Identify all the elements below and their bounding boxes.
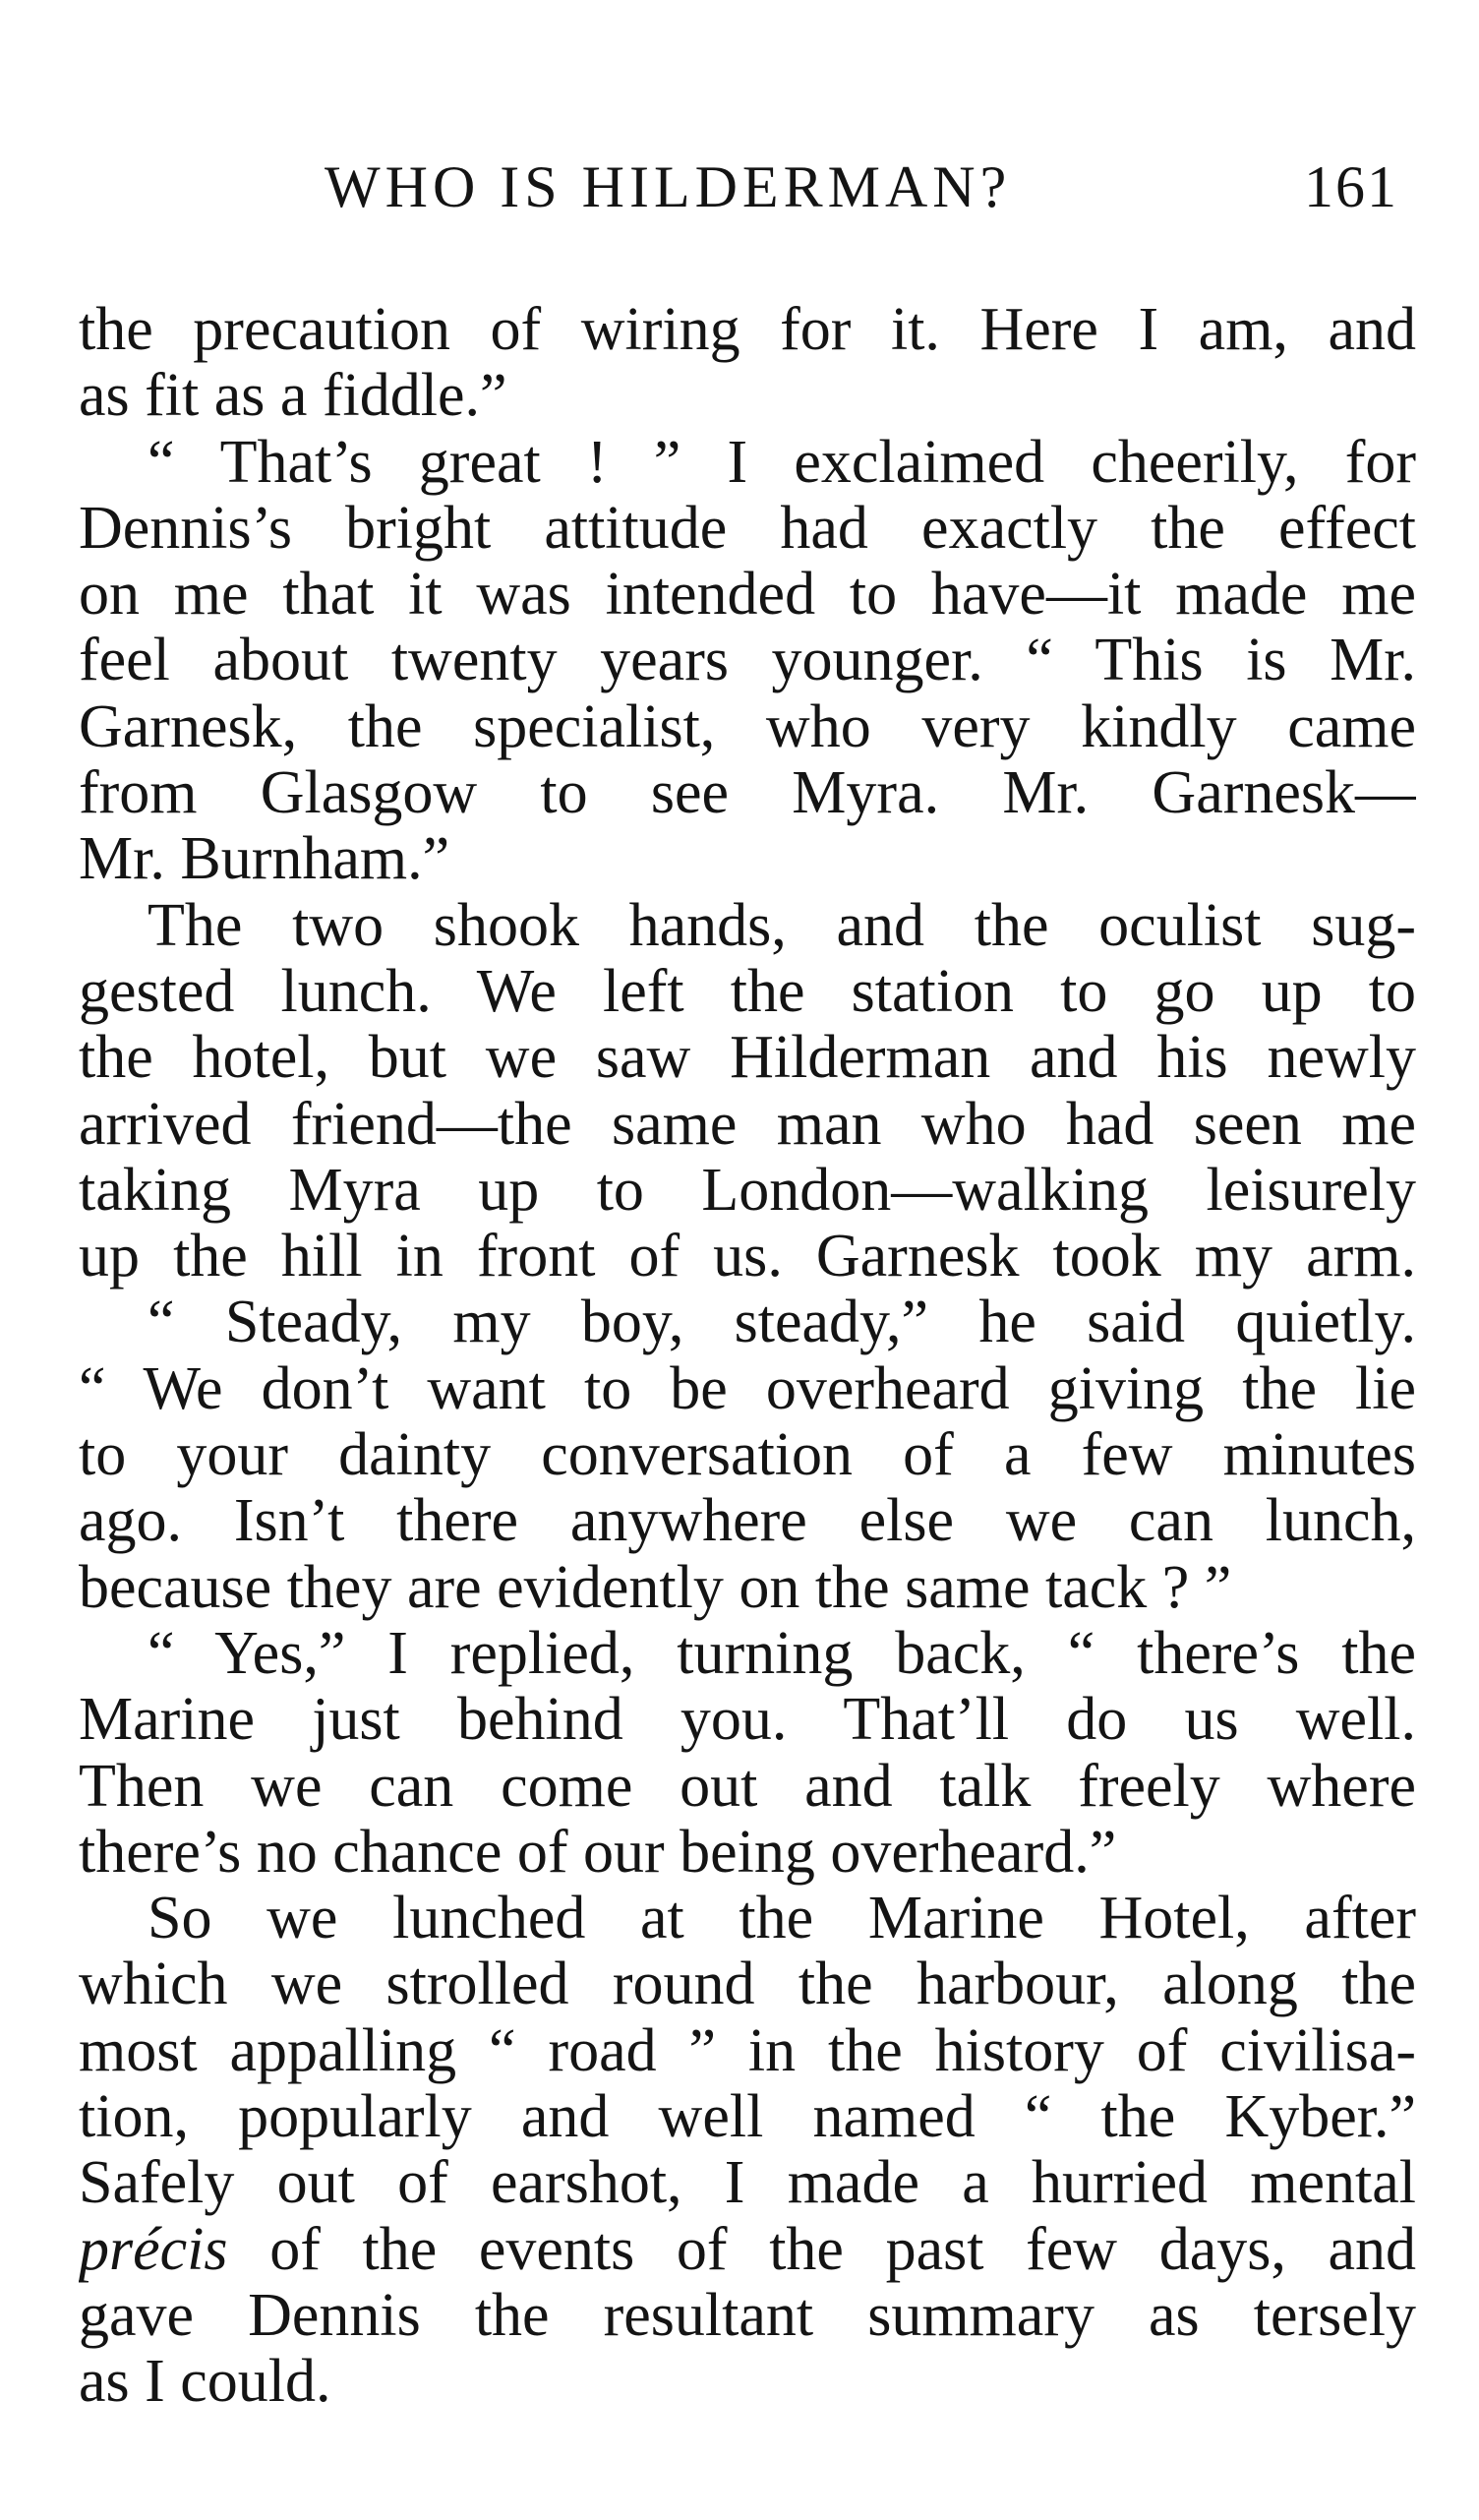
text-line: Garnesk, the specialist, who very kindly came (79, 693, 1416, 760)
text-line: Safely out of earshot, I made a hurried mental (79, 2150, 1416, 2217)
text-line: “ Steady, my boy, steady,” he said quietly. (148, 1290, 1416, 1356)
text-line: So we lunched at the Marine Hotel, after (148, 1886, 1416, 1952)
text-line: which we strolled round the harbour, along the (79, 1951, 1416, 2018)
italic-word: précis (79, 2216, 228, 2283)
text-line: as fit as a fiddle.” (79, 363, 507, 430)
text-line: The two shook hands, and the oculist sug- (148, 892, 1416, 959)
text-line: to your dainty conversation of a few minutes (79, 1422, 1416, 1489)
text-line: there’s no chance of our being overheard.” (79, 1819, 1117, 1886)
text-line: gested lunch. We left the station to go up to (79, 958, 1416, 1025)
text-line: “ Yes,” I replied, turning back, “ there’s the (148, 1620, 1416, 1687)
text-line: ago. Isn’t there anywhere else we can lunch, (79, 1488, 1416, 1555)
page-header (79, 148, 1416, 226)
text-line: because they are evidently on the same tack ? ” (79, 1554, 1232, 1621)
text-line: as I could. (79, 2349, 331, 2416)
text-line: Marine just behind you. That’ll do us well. (79, 1687, 1416, 1754)
text-line-remainder: of the events of the past few days, and (269, 2216, 1416, 2283)
text-line: the hotel, but we saw Hilderman and his newly (79, 1025, 1416, 1092)
text-line: most appalling “ road ” in the history of civilisa- (79, 2017, 1416, 2084)
body-text (79, 297, 1416, 2416)
text-line: arrived friend—the same man who had seen me (79, 1091, 1416, 1158)
text-line: Dennis’s bright attitude had exactly the effect (79, 495, 1416, 562)
text-line: from Glasgow to see Myra. Mr. Garnesk— (79, 760, 1416, 827)
page-number: 161 (1304, 154, 1398, 219)
text-line: “ We don’t want to be overheard giving the lie (79, 1355, 1416, 1422)
text-line: tion, popularly and well named “ the Kyber.” (79, 2084, 1416, 2151)
text-line: on me that it was intended to have—it made me (79, 562, 1416, 629)
text-line: taking Myra up to London—walking leisurely (79, 1157, 1416, 1224)
text-line: feel about twenty years younger. “ This is Mr. (79, 628, 1416, 694)
running-title: WHO IS HILDERMAN? (325, 154, 1012, 219)
text-line: up the hill in front of us. Garnesk took my arm. (79, 1224, 1416, 1290)
text-line: “ That’s great ! ” I exclaimed cheerily, for (148, 429, 1416, 496)
text-line: gave Dennis the resultant summary as tersely (79, 2282, 1416, 2349)
text-line (79, 2217, 1416, 2283)
text-line: Mr. Burnham.” (79, 826, 450, 893)
text-line: the precaution of wiring for it. Here I am, and (79, 297, 1416, 363)
text-line: Then we can come out and talk freely where (79, 1753, 1416, 1820)
